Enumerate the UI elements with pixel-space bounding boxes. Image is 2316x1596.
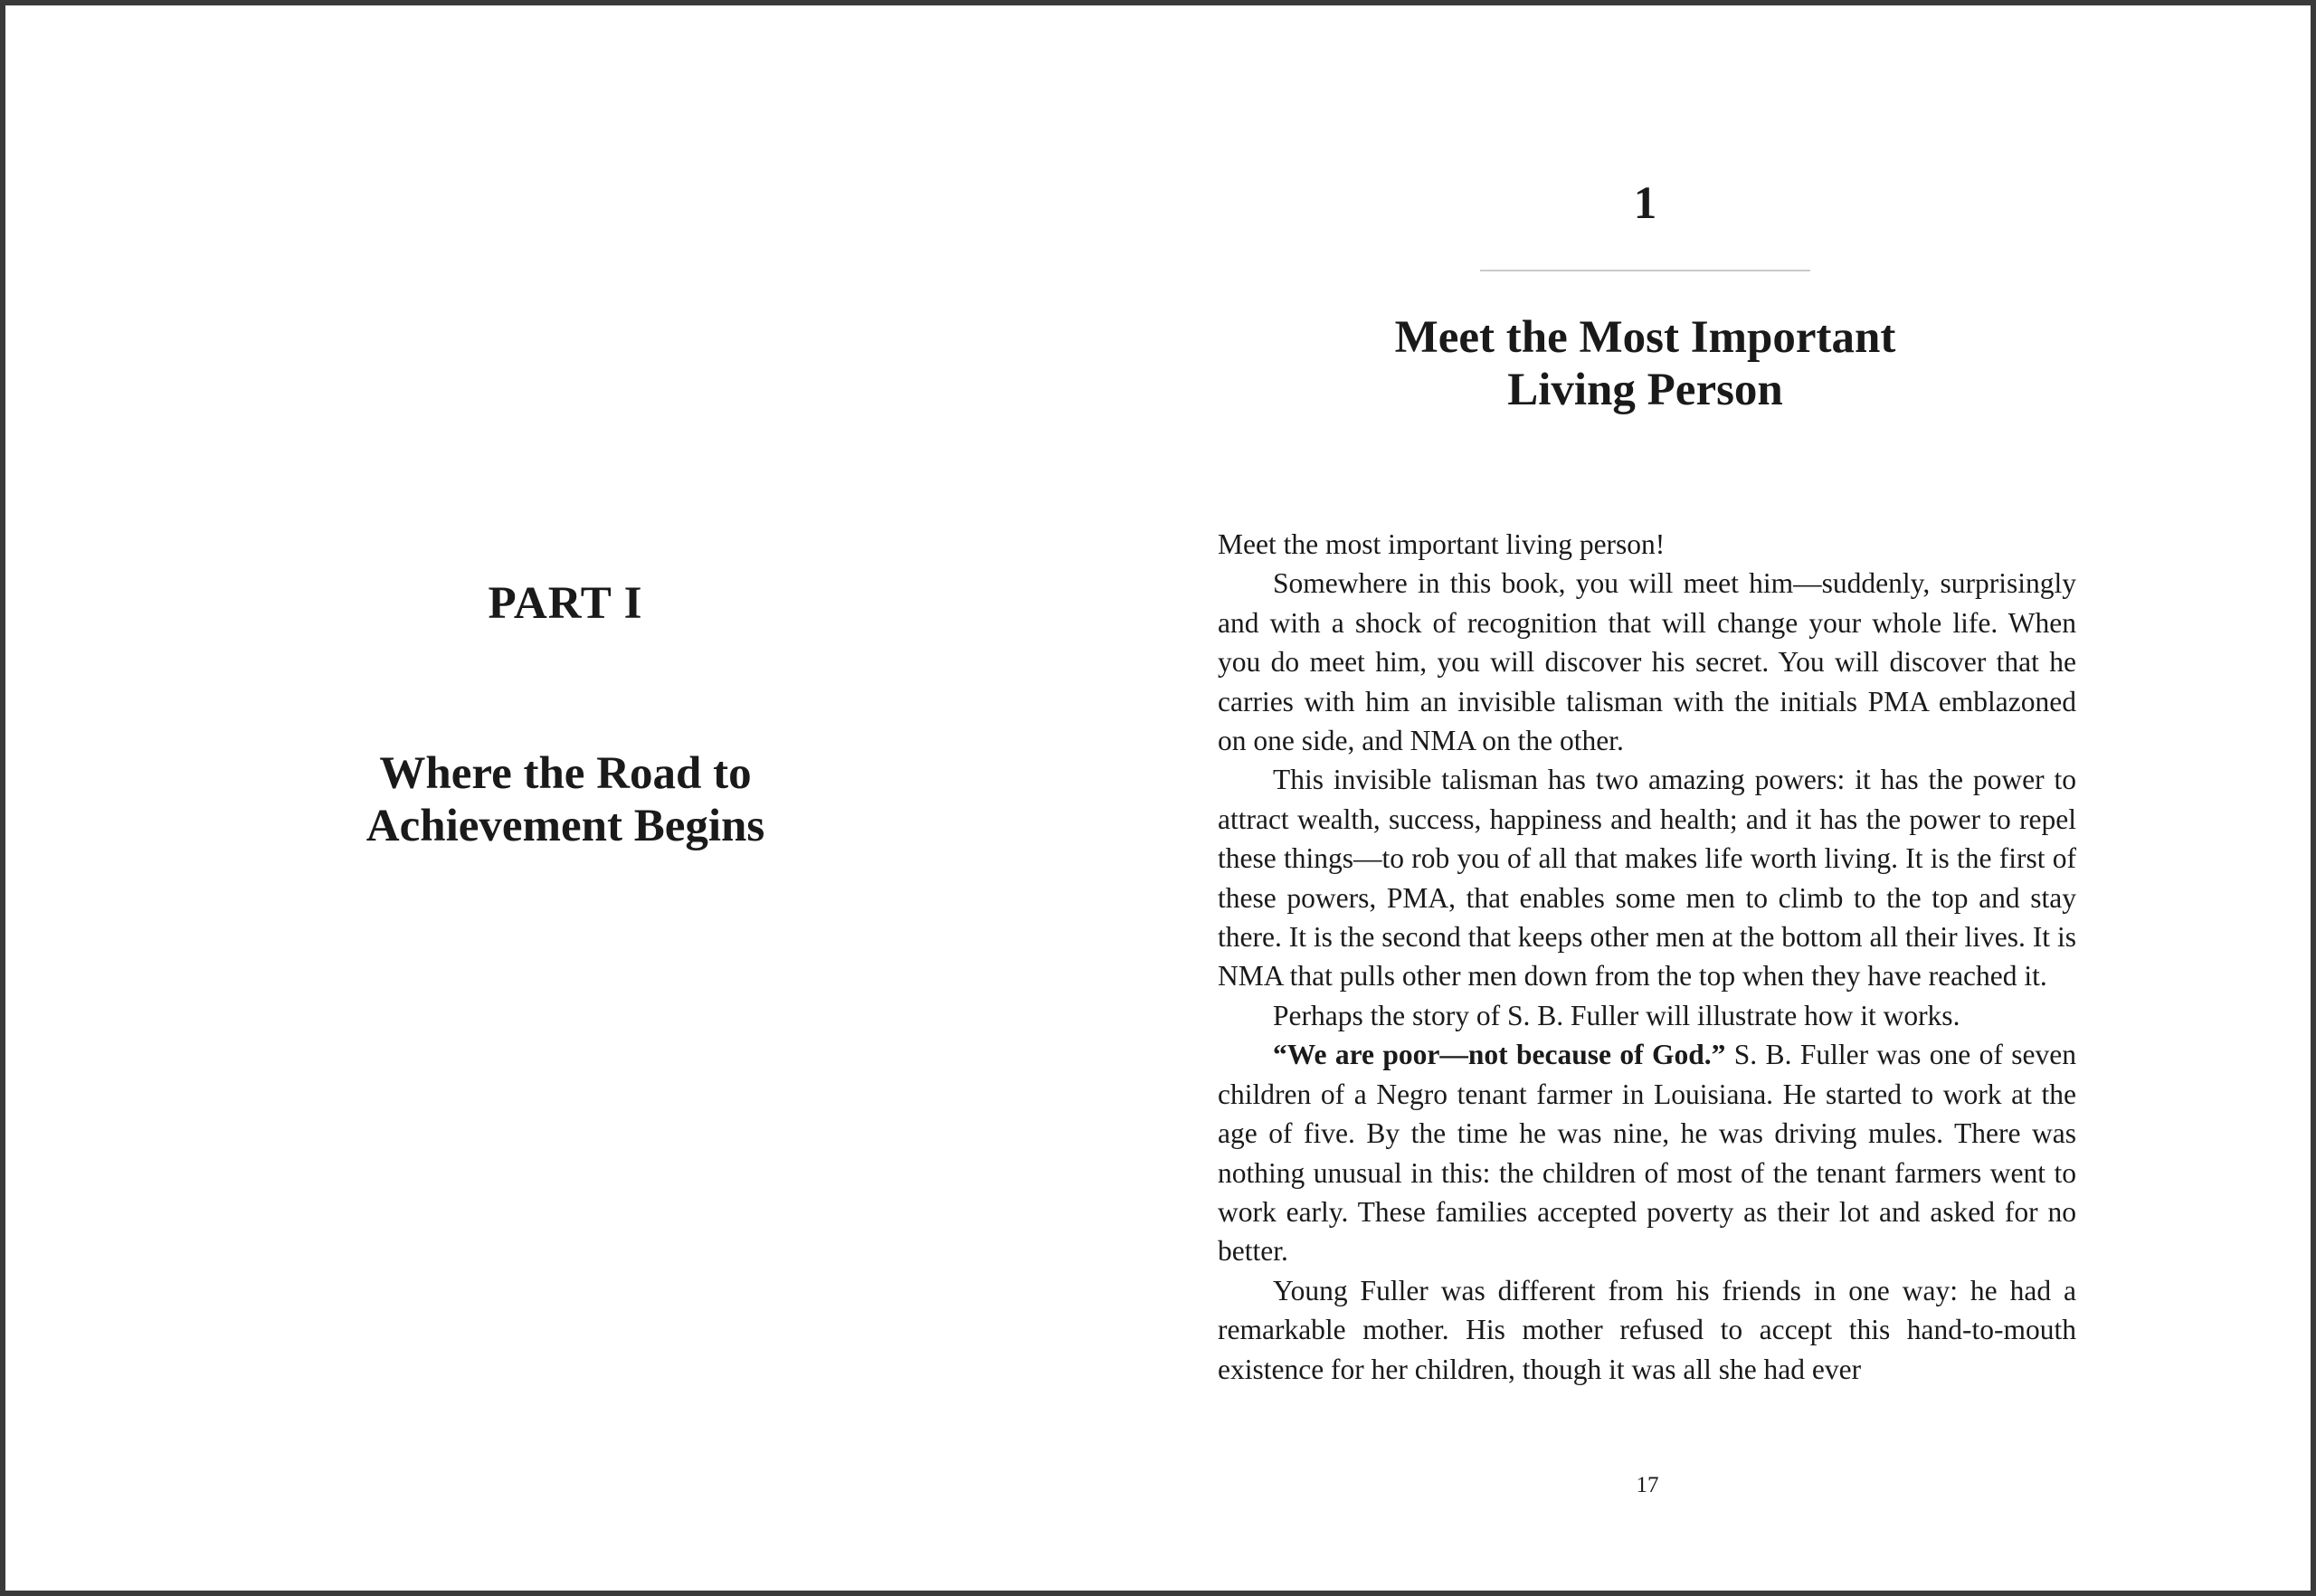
- part-title-line-1: Where the Road to: [379, 748, 752, 799]
- chapter-title: [1272, 311, 2018, 416]
- body-paragraph: Young Fuller was different from his friends in one way: he had a remarkable mother. His mother refused to accept this hand-to-mouth existence for her children, though it was all she had ever: [1218, 1274, 2076, 1385]
- part-title-line-2: Achievement Begins: [365, 801, 765, 851]
- body-paragraph: Somewhere in this book, you will meet him—suddenly, surprisingly and with a shock of recognition that will change your whole life. When you do meet him, you will discover his secret. You will discover that he carries with him an invisible talisman with the initials PMA emblazoned on one side, and NMA on the other.: [1218, 567, 2076, 757]
- body-paragraph: Meet the most important living person!: [1218, 528, 1666, 560]
- chapter-divider: [1480, 270, 1810, 271]
- body-paragraph-runin: [1218, 1035, 2076, 1270]
- part-label: PART I: [488, 578, 643, 629]
- body-paragraph: Perhaps the story of S. B. Fuller will illustrate how it works.: [1273, 999, 1960, 1031]
- runin-paragraph-text: S. B. Fuller was one of seven children of a Negro tenant farmer in Louisiana. He started to work at the age of five. By the time he was nine, he was driving mules. There was nothing unusual in this: the children of most of the tenant farmers went to work early. These families accepted poverty as their lot and asked for no better.: [1218, 1039, 2076, 1268]
- page-number: 17: [1636, 1473, 1659, 1497]
- chapter-title-line-2: Living Person: [1507, 365, 1783, 415]
- runin-heading: “We are poor—not because of God.”: [1273, 1039, 1726, 1071]
- body-paragraph: This invisible talisman has two amazing powers: it has the power to attract wealth, success, happiness and health; and it has the power to repel these things—to rob you of all that makes life worth living. It is the first of these powers, PMA, that enables some men to climb to the top and stay there. It is the second that keeps other men at the bottom all their lives. It is NMA that pulls other men down from the top when they have reached it.: [1218, 764, 2076, 993]
- chapter-number: 1: [1633, 178, 1657, 229]
- chapter-title-line-1: Meet the Most Important: [1394, 312, 1896, 363]
- chapter-body: [1218, 525, 2076, 1389]
- part-title: [5, 747, 1125, 852]
